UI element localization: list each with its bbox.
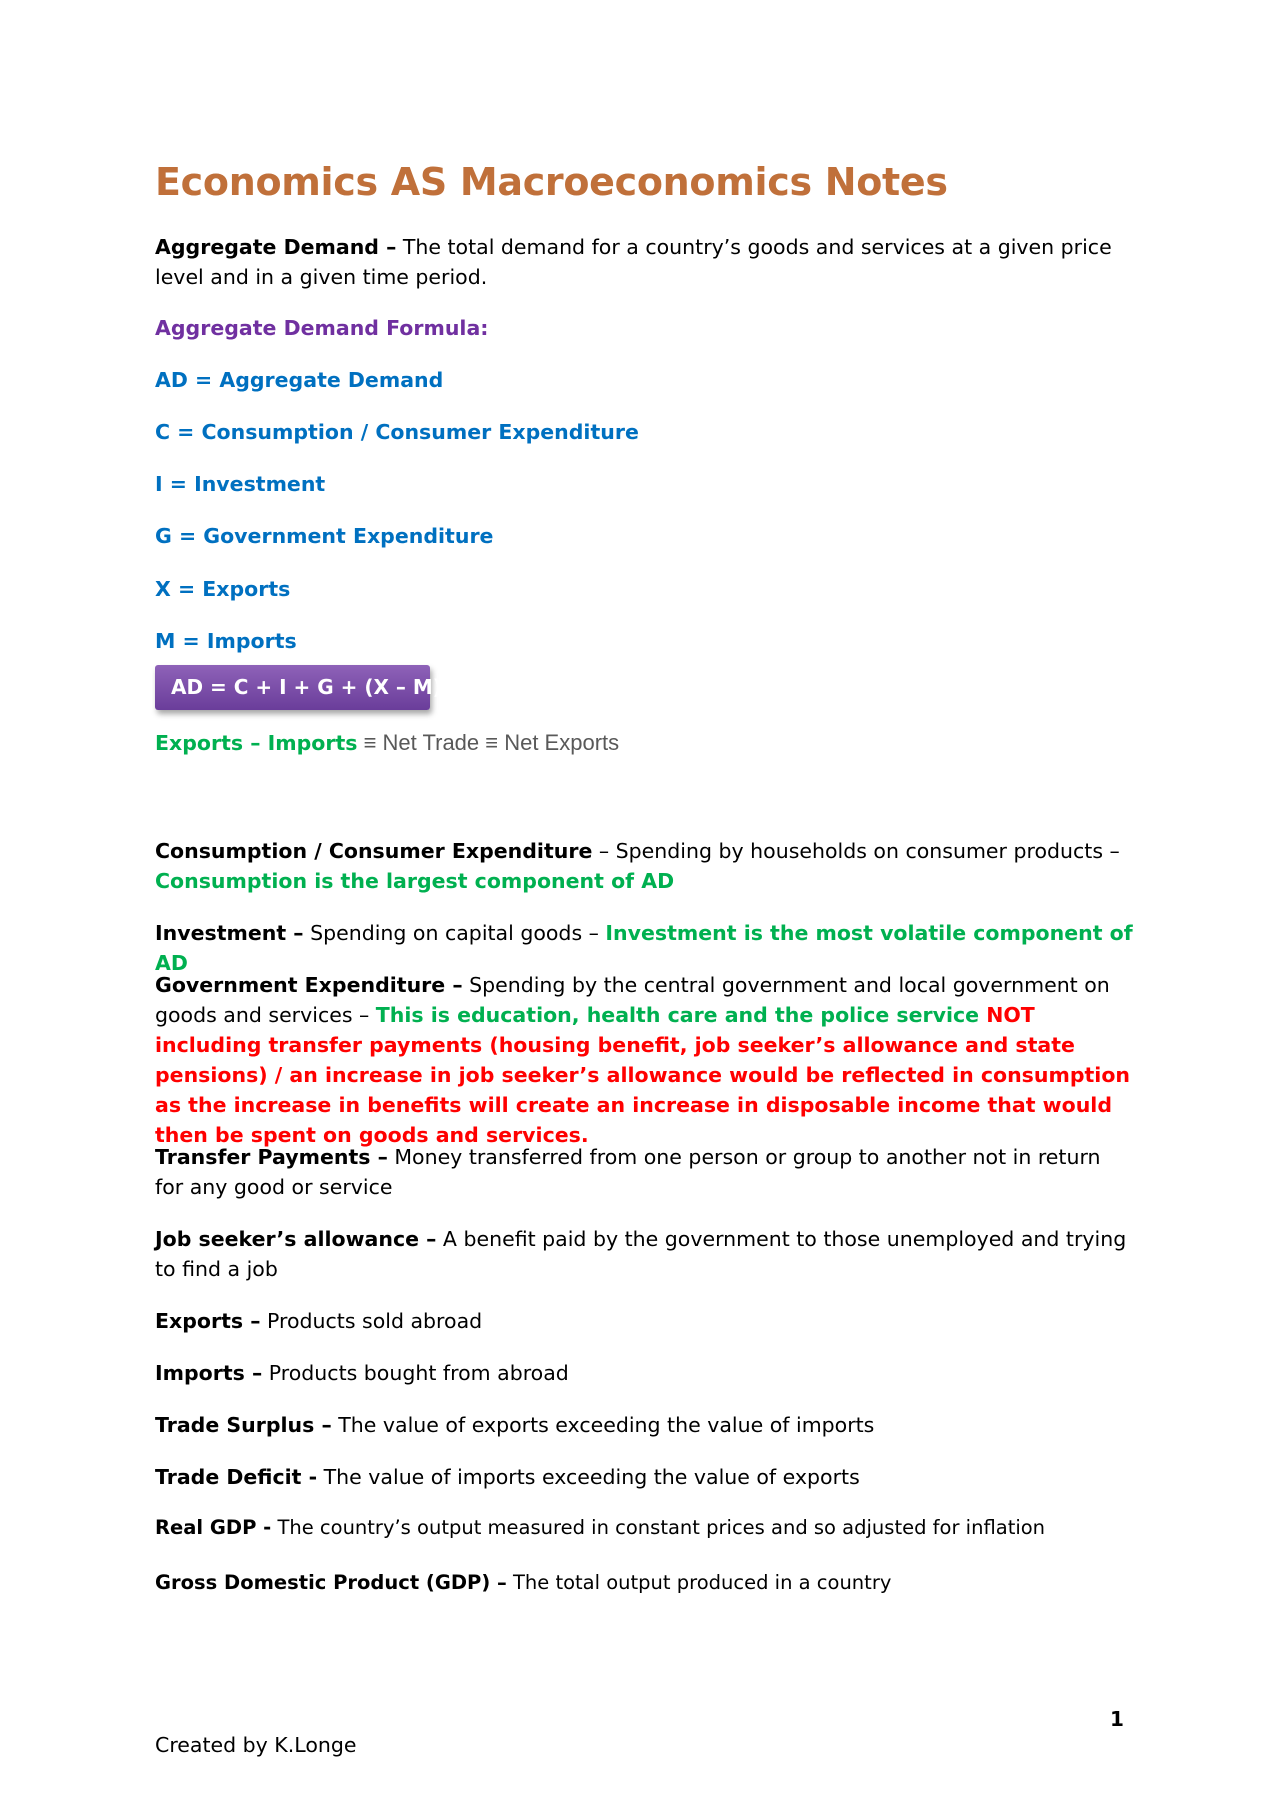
job-seekers-allowance-definition [155,1224,1135,1284]
page-title: Economics AS Macroeconomics Notes [155,160,948,204]
definition-text: The value of imports exceeding the value of exports [317,1465,860,1489]
definition-text: The country’s output measured in constant prices and so adjusted for inflation [271,1516,1046,1539]
trade-deficit-definition [155,1462,1135,1492]
definition-text: The total demand for a country’s goods and services at a given price level and in a given time period. [155,235,1112,289]
footer-credit: Created by K.Longe [155,1733,357,1757]
definition-term: Consumption / Consumer Expenditure [155,839,593,863]
definition-note: Investment is the most volatile component of AD [155,921,1133,975]
formula-term-ad: AD = Aggregate Demand [155,368,444,392]
definition-text: Money transferred from one person or group to another not in return for any good or service [155,1145,1101,1199]
formula-heading: Aggregate Demand Formula: [155,316,489,340]
gdp-definition [155,1568,1135,1598]
definition-text: Products bought from abroad [262,1361,569,1385]
transfer-payments-definition [155,1142,1135,1202]
definition-text: Spending on capital goods – [303,921,606,945]
definition-term: Aggregate Demand – [155,235,397,259]
definition-term: Government Expenditure – [155,973,463,997]
definition-term: Gross Domestic Product (GDP) – [155,1571,507,1594]
imports-definition [155,1358,1135,1388]
exports-definition [155,1306,1135,1336]
government-expenditure-definition [155,970,1135,1150]
formula-term-g: G = Government Expenditure [155,524,494,548]
aggregate-demand-definition [155,232,1135,292]
formula-term-x: X = Exports [155,577,291,601]
definition-term: Real GDP - [155,1516,272,1539]
definition-text: The total output produced in a country [506,1571,892,1594]
definition-warning: NOT including transfer payments (housing benefit, job seeker’s allowance and state pensions) / an increase in job seeker’s allowance would be reflected in consumption as the increase in benefits will create an increase in disposable income that would then be spent on goods and services. [155,1003,1131,1147]
definition-text: A benefit paid by the government to those unemployed and trying to find a job [155,1227,1127,1281]
net-trade-rest: ≡ Net Trade ≡ Net Exports [357,730,620,755]
ad-formula-box: AD = C + I + G + (X – M) [155,665,430,710]
investment-definition [155,918,1135,978]
real-gdp-definition [155,1513,1135,1543]
definition-term: Job seeker’s allowance – [155,1227,437,1251]
definition-term: Investment – [155,921,304,945]
definition-term: Imports – [155,1361,263,1385]
definition-text: – Spending by households on consumer products – [592,839,1120,863]
net-trade-line [155,728,1135,758]
formula-term-i: I = Investment [155,472,326,496]
trade-surplus-definition [155,1410,1135,1440]
definition-text: The value of exports exceeding the value of imports [331,1413,875,1437]
consumption-definition [155,836,1135,896]
definition-term: Transfer Payments – [155,1145,388,1169]
page-number: 1 [1110,1707,1124,1731]
definition-term: Trade Deficit - [155,1465,318,1489]
definition-text: Spending by the central government and local government on goods and services – [155,973,1110,1027]
net-trade-lead: Exports – Imports [155,731,358,755]
definition-term: Trade Surplus – [155,1413,332,1437]
definition-text: Products sold abroad [260,1309,483,1333]
formula-term-c: C = Consumption / Consumer Expenditure [155,420,639,444]
formula-term-m: M = Imports [155,629,297,653]
definition-note: This is education, health care and the police service [375,1003,987,1027]
definition-term: Exports – [155,1309,261,1333]
definition-note: Consumption is the largest component of AD [155,869,675,893]
